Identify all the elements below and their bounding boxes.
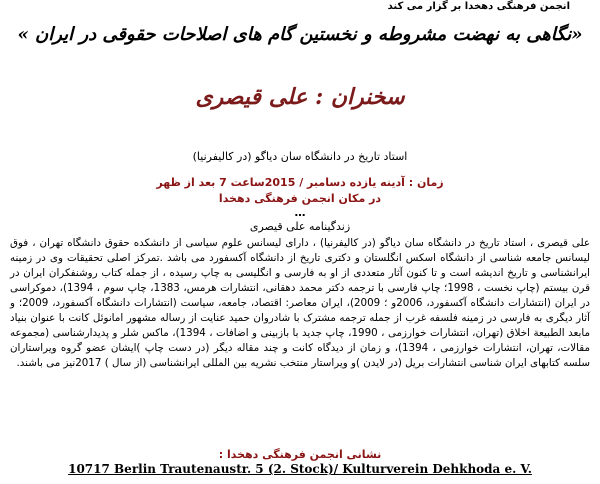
organizer-line: انجمن فرهنگی دهخدا بر گزار می کند [387, 1, 570, 12]
bio-heading: زندگینامه علی قیصری [249, 220, 351, 233]
speaker-name: سخنران : علی قیصری [195, 84, 405, 110]
lecture-title: «نگاهی به نهضت مشروطه و نخستین گام های اصلاحات حقوقی در ایران » [17, 24, 583, 45]
speaker-affiliation: استاد تاریخ در دانشگاه سان دیاگو (در کالیفرنیا) [192, 150, 408, 163]
venue-address: 10717 Berlin Trautenaustr. 5 (2. Stock)/ Kulturverein Dehkhoda e. V. [68, 462, 532, 476]
separator-ellipsis: … [294, 206, 306, 219]
event-place: در مکان انجمن فرهنگی دهخدا [218, 192, 382, 205]
biography-paragraph [10, 236, 590, 371]
event-time: زمان : آدینه یازده دسامبر / 2015ساعت 7 بعد از ظهر [156, 176, 444, 189]
address-label: نشانی انجمن فرهنگی دهخدا : [218, 448, 382, 461]
biography-text: علی قیصری ، استاد تاریخ در دانشگاه سان دیاگو (در کالیفرنیا) ، دارای لیسانس علوم سیاسی از دانشکده حقوق دانشگاه تهران ، فوق لیسانس جامعه شناسی از دانشگاه اسکس انگلستان و دکتری تاریخ از دانشگاه آکسفورد می باشد .تمرکز اصلی تحقیقات وی در زمینه ایرانشناسی و تاریخ اندیشه است و تا کنون آثار متعددی از او به فارسی و انگلیسی به چاپ رسیده ، از جمله کتاب روشنفکران ایران در قرن بیستم (چاپ نخست ، 1998؛ چاپ فارسی با ترجمه دکتر محمد دهقانی، انتشارات هرمس، 1383، چاپ سوم ، 1394)، دموکراسی در ایران (انتشارات دانشگاه آکسفورد، 2006و ؛ 2009)، ایران معاصر: اقتصاد، جامعه، سیاست (انتشارات دانشگاه آکسفورد، 2009؛ و آثار دیگری به فارسی در زمینه فلسفه غرب از جمله ترجمه مشترک با شادروان حمید عنایت از رساله مشهور امانوئل کانت با عنوان بنیاد مابعد الطبیعة اخلاق (تهران، انتشارات خوارزمی ، 1990، چاپ جدید با بازبینی و اضافات ، 1394)، ماکس شلر و پدیدارشناسی (مجموعه مقالات، تهران، انتشارات خوارزمی ، 1394)، و زمان از دیدگاه کانت و چند مقاله دیگر (در دست چاپ )ایشان عضو گروه ویراستاران سلسه کتابهای ایران شناسی انتشارات بریل (در لایدن )و ویراستار منتخب نشریه بین المللی ایرانشناسی (از سال ) 2017نیز می باشند. [10, 237, 590, 369]
